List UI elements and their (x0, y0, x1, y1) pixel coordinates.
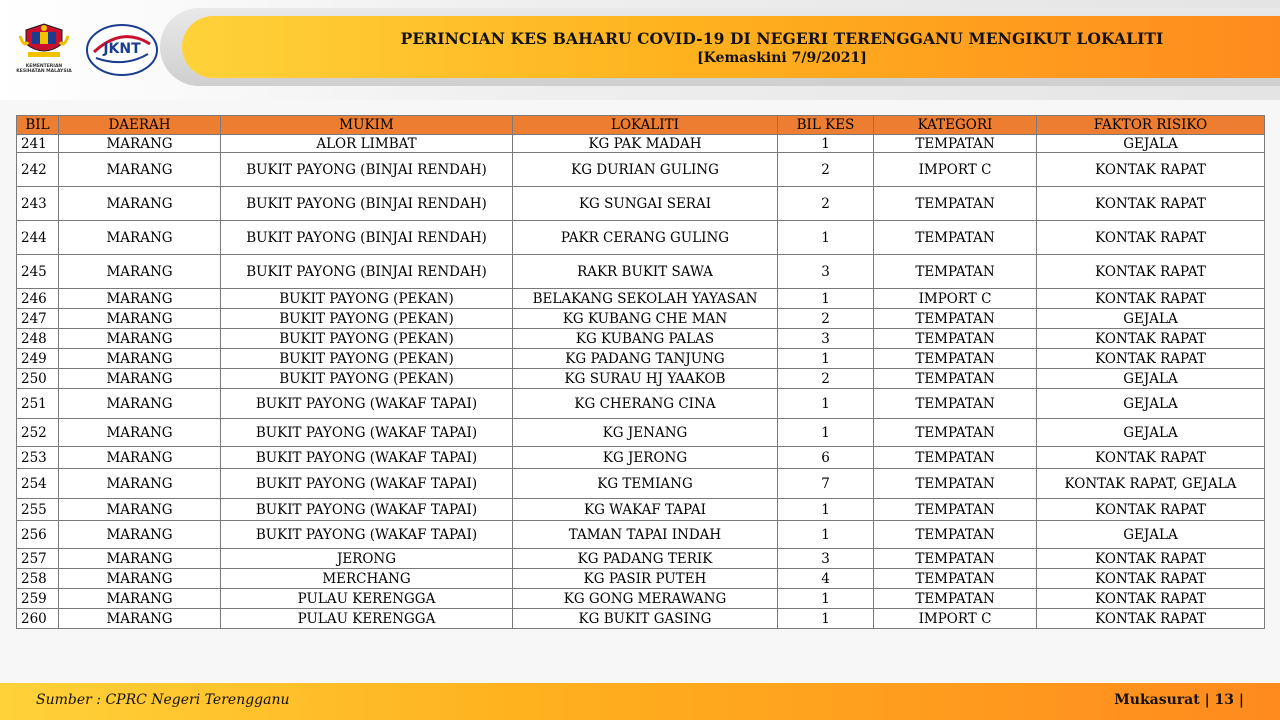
table-cell: BUKIT PAYONG (WAKAF TAPAI) (221, 419, 513, 447)
table-cell: KG KUBANG CHE MAN (513, 309, 778, 329)
table-cell: MARANG (59, 135, 221, 153)
table-cell: KONTAK RAPAT (1037, 221, 1265, 255)
table-header-row (17, 116, 1265, 135)
table-cell: MARANG (59, 349, 221, 369)
table-row (17, 419, 1265, 447)
table-cell: KONTAK RAPAT (1037, 289, 1265, 309)
table-cell: BUKIT PAYONG (WAKAF TAPAI) (221, 389, 513, 419)
table-cell: 2 (778, 153, 874, 187)
table-cell: 246 (17, 289, 59, 309)
table-cell: TEMPATAN (874, 469, 1037, 499)
table-cell: TEMPATAN (874, 369, 1037, 389)
table-cell: TEMPATAN (874, 419, 1037, 447)
table-cell: 247 (17, 309, 59, 329)
table-cell: 1 (778, 389, 874, 419)
kkm-logo (12, 22, 76, 82)
table-cell: KG BUKIT GASING (513, 609, 778, 629)
table-cell: MARANG (59, 521, 221, 549)
table-cell: 248 (17, 329, 59, 349)
table-cell: 2 (778, 309, 874, 329)
table-cell: 252 (17, 419, 59, 447)
table-cell: 1 (778, 419, 874, 447)
column-header: MUKIM (221, 116, 513, 135)
table-cell: KG GONG MERAWANG (513, 589, 778, 609)
table-cell: BUKIT PAYONG (PEKAN) (221, 369, 513, 389)
table-cell: 3 (778, 549, 874, 569)
table-cell: ALOR LIMBAT (221, 135, 513, 153)
table-cell: 2 (778, 369, 874, 389)
table-row (17, 389, 1265, 419)
table-row (17, 135, 1265, 153)
table-cell: 6 (778, 447, 874, 469)
table-cell: KG DURIAN GULING (513, 153, 778, 187)
table-cell: KONTAK RAPAT (1037, 499, 1265, 521)
table-cell: MARANG (59, 469, 221, 499)
table-cell: MARANG (59, 289, 221, 309)
table-cell: KG CHERANG CINA (513, 389, 778, 419)
table-cell: 7 (778, 469, 874, 499)
table-cell: MARANG (59, 569, 221, 589)
table-cell: TEMPATAN (874, 521, 1037, 549)
table-cell: MARANG (59, 369, 221, 389)
table-cell: TAMAN TAPAI INDAH (513, 521, 778, 549)
table-cell: MARANG (59, 255, 221, 289)
table-cell: BUKIT PAYONG (BINJAI RENDAH) (221, 187, 513, 221)
table-cell: 242 (17, 153, 59, 187)
table-cell: 3 (778, 255, 874, 289)
table-cell: IMPORT C (874, 289, 1037, 309)
table-row (17, 221, 1265, 255)
table-cell: 241 (17, 135, 59, 153)
column-header: FAKTOR RISIKO (1037, 116, 1265, 135)
table-cell: BUKIT PAYONG (PEKAN) (221, 309, 513, 329)
column-header: BIL (17, 116, 59, 135)
table-cell: KONTAK RAPAT (1037, 447, 1265, 469)
table-cell: IMPORT C (874, 153, 1037, 187)
table-row (17, 309, 1265, 329)
coat-of-arms-icon (18, 22, 70, 62)
table-cell: GEJALA (1037, 369, 1265, 389)
table-cell: BUKIT PAYONG (BINJAI RENDAH) (221, 255, 513, 289)
table-cell: KONTAK RAPAT (1037, 255, 1265, 289)
table-row (17, 329, 1265, 349)
table-cell: GEJALA (1037, 419, 1265, 447)
table-cell: 254 (17, 469, 59, 499)
table-cell: 1 (778, 349, 874, 369)
table-cell: IMPORT C (874, 609, 1037, 629)
table-cell: KONTAK RAPAT (1037, 349, 1265, 369)
table-cell: MARANG (59, 389, 221, 419)
table-cell: BUKIT PAYONG (BINJAI RENDAH) (221, 221, 513, 255)
table-cell: JERONG (221, 549, 513, 569)
table-cell: 257 (17, 549, 59, 569)
table-row (17, 589, 1265, 609)
table-cell: BUKIT PAYONG (WAKAF TAPAI) (221, 499, 513, 521)
table-cell: BUKIT PAYONG (BINJAI RENDAH) (221, 153, 513, 187)
footer-bar (0, 683, 1280, 720)
table-cell: 1 (778, 135, 874, 153)
update-date: [Kemaskini 7/9/2021] (697, 49, 867, 66)
table-cell: MARANG (59, 447, 221, 469)
table-cell: PULAU KERENGGA (221, 609, 513, 629)
table-cell: 245 (17, 255, 59, 289)
table-cell: MERCHANG (221, 569, 513, 589)
table-cell: 249 (17, 349, 59, 369)
table-cell: TEMPATAN (874, 255, 1037, 289)
table-cell: KONTAK RAPAT (1037, 609, 1265, 629)
table-cell: KONTAK RAPAT (1037, 153, 1265, 187)
table-cell: MARANG (59, 499, 221, 521)
table-cell: 243 (17, 187, 59, 221)
table-row (17, 447, 1265, 469)
table-cell: 1 (778, 589, 874, 609)
table-cell: BUKIT PAYONG (PEKAN) (221, 349, 513, 369)
page-number: Mukasurat | 13 | (1114, 692, 1244, 708)
table-cell: MARANG (59, 609, 221, 629)
svg-text:JKNT: JKNT (103, 41, 141, 57)
table-cell: 1 (778, 499, 874, 521)
table-cell: 259 (17, 589, 59, 609)
table-cell: KG TEMIANG (513, 469, 778, 499)
table-cell: MARANG (59, 221, 221, 255)
table-cell: TEMPATAN (874, 589, 1037, 609)
table-cell: 4 (778, 569, 874, 589)
table-cell: KONTAK RAPAT (1037, 569, 1265, 589)
title-banner (182, 16, 1280, 78)
table-cell: 250 (17, 369, 59, 389)
table-cell: TEMPATAN (874, 389, 1037, 419)
table-cell: MARANG (59, 589, 221, 609)
table-cell: BUKIT PAYONG (PEKAN) (221, 289, 513, 309)
table-cell: BUKIT PAYONG (WAKAF TAPAI) (221, 447, 513, 469)
table-cell: GEJALA (1037, 309, 1265, 329)
table-cell: GEJALA (1037, 389, 1265, 419)
column-header: BIL KES (778, 116, 874, 135)
table-row (17, 255, 1265, 289)
table-cell: GEJALA (1037, 135, 1265, 153)
table-cell: KONTAK RAPAT (1037, 187, 1265, 221)
column-header: KATEGORI (874, 116, 1037, 135)
table-cell: MARANG (59, 153, 221, 187)
table-cell: KG WAKAF TAPAI (513, 499, 778, 521)
table-cell: MARANG (59, 549, 221, 569)
column-header: LOKALITI (513, 116, 778, 135)
table-cell: TEMPATAN (874, 569, 1037, 589)
source-note: Sumber : CPRC Negeri Terengganu (36, 692, 290, 708)
table-cell: BUKIT PAYONG (WAKAF TAPAI) (221, 469, 513, 499)
table-cell: MARANG (59, 309, 221, 329)
table-cell: KONTAK RAPAT (1037, 589, 1265, 609)
table-cell: TEMPATAN (874, 309, 1037, 329)
cases-table-container (16, 115, 1264, 629)
table-row (17, 349, 1265, 369)
table-body (17, 135, 1265, 629)
table-cell: TEMPATAN (874, 549, 1037, 569)
table-cell: KG PAK MADAH (513, 135, 778, 153)
table-cell: KG SURAU HJ YAAKOB (513, 369, 778, 389)
table-cell: KG JERONG (513, 447, 778, 469)
table-cell: PULAU KERENGGA (221, 589, 513, 609)
table-cell: 256 (17, 521, 59, 549)
table-cell: KONTAK RAPAT, GEJALA (1037, 469, 1265, 499)
table-cell: TEMPATAN (874, 349, 1037, 369)
jknt-emblem-icon (84, 22, 160, 78)
table-row (17, 521, 1265, 549)
table-cell: KG PADANG TERIK (513, 549, 778, 569)
table-cell: 3 (778, 329, 874, 349)
table-cell: 1 (778, 609, 874, 629)
table-cell: KG JENANG (513, 419, 778, 447)
table-cell: TEMPATAN (874, 499, 1037, 521)
table-cell: RAKR BUKIT SAWA (513, 255, 778, 289)
table-cell: 258 (17, 569, 59, 589)
table-cell: MARANG (59, 329, 221, 349)
column-header: DAERAH (59, 116, 221, 135)
table-cell: TEMPATAN (874, 221, 1037, 255)
table-cell: 2 (778, 187, 874, 221)
table-cell: KONTAK RAPAT (1037, 549, 1265, 569)
table-cell: KG SUNGAI SERAI (513, 187, 778, 221)
table-cell: 255 (17, 499, 59, 521)
table-cell: TEMPATAN (874, 329, 1037, 349)
table-cell: BUKIT PAYONG (WAKAF TAPAI) (221, 521, 513, 549)
table-cell: KONTAK RAPAT (1037, 329, 1265, 349)
table-cell: 1 (778, 289, 874, 309)
table-cell: TEMPATAN (874, 135, 1037, 153)
table-row (17, 153, 1265, 187)
table-cell: KG PASIR PUTEH (513, 569, 778, 589)
cases-table (16, 115, 1265, 629)
table-row (17, 569, 1265, 589)
kkm-caption: KEMENTERIAN KESIHATAN MALAYSIA (16, 64, 72, 75)
table-cell: 244 (17, 221, 59, 255)
table-cell: GEJALA (1037, 521, 1265, 549)
table-cell: BELAKANG SEKOLAH YAYASAN (513, 289, 778, 309)
table-cell: PAKR CERANG GULING (513, 221, 778, 255)
table-cell: 1 (778, 221, 874, 255)
table-row (17, 499, 1265, 521)
table-row (17, 187, 1265, 221)
table-row (17, 609, 1265, 629)
table-cell: BUKIT PAYONG (PEKAN) (221, 329, 513, 349)
table-cell: MARANG (59, 187, 221, 221)
table-cell: KG PADANG TANJUNG (513, 349, 778, 369)
table-row (17, 469, 1265, 499)
table-cell: 251 (17, 389, 59, 419)
table-cell: TEMPATAN (874, 447, 1037, 469)
table-cell: 253 (17, 447, 59, 469)
table-cell: TEMPATAN (874, 187, 1037, 221)
table-row (17, 289, 1265, 309)
page-title: PERINCIAN KES BAHARU COVID-19 DI NEGERI TERENGGANU MENGIKUT LOKALITI (400, 28, 1164, 48)
table-cell: 260 (17, 609, 59, 629)
table-row (17, 369, 1265, 389)
jknt-logo (84, 22, 160, 78)
table-cell: 1 (778, 521, 874, 549)
table-cell: KG KUBANG PALAS (513, 329, 778, 349)
table-row (17, 549, 1265, 569)
table-cell: MARANG (59, 419, 221, 447)
